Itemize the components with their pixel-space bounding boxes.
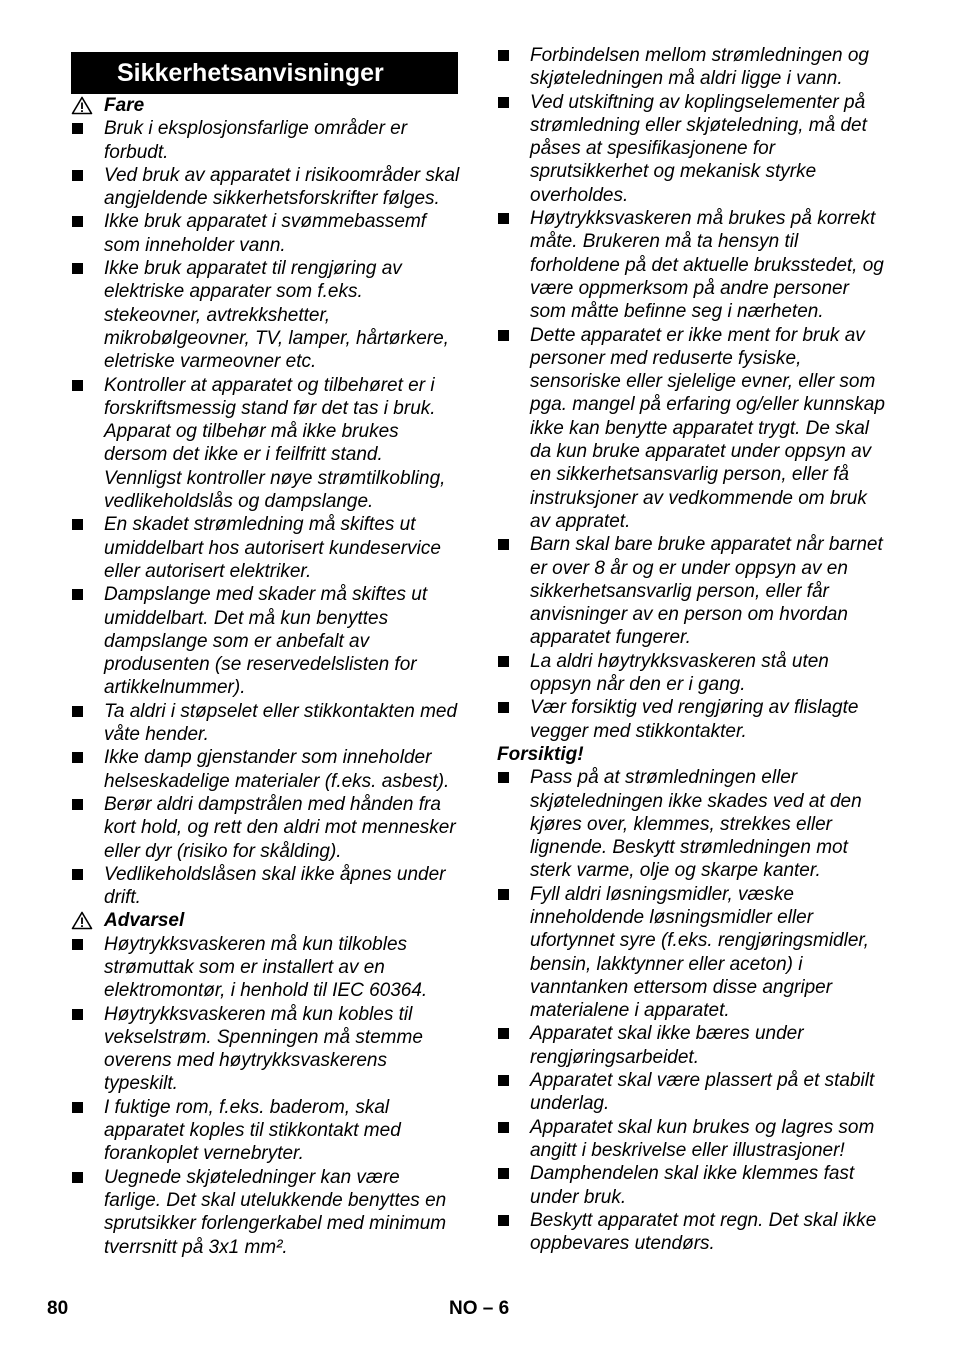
- list-item-text: Berør aldri dampstrålen med hånden fra kort hold, og rett den aldri mot mennesker eller dyr (risiko for skålding).: [104, 793, 456, 862]
- left-column: [71, 44, 461, 1259]
- warning-heading: [71, 909, 461, 932]
- warning-heading-label: Advarsel: [104, 910, 185, 932]
- list-item-text: Apparatet skal ikke bæres under rengjøringsarbeidet.: [530, 1023, 804, 1068]
- list-item: [71, 700, 461, 747]
- list-item-text: Ved utskiftning av koplingselementer på strømledning eller skjøteledning, må det påses at spesifikasjonene for sprutsikkerhet og mekanisk styrke overholdes.: [530, 91, 867, 206]
- list-item: [497, 1209, 887, 1256]
- list-item-text: Ikke bruk apparatet i svømmebassemf som inneholder vann.: [104, 211, 427, 256]
- square-bullet-icon: [72, 170, 83, 181]
- list-item: [71, 257, 461, 373]
- list-item: [497, 1162, 887, 1209]
- list-item: [497, 696, 887, 743]
- square-bullet-icon: [72, 799, 83, 810]
- square-bullet-icon: [498, 97, 509, 108]
- list-item-text: Ved bruk av apparatet i risikoområder skal angjeldende sikkerhetsforskrifter følges.: [104, 164, 460, 210]
- caution-list: [497, 766, 887, 1255]
- list-item: [71, 117, 461, 164]
- square-bullet-icon: [72, 1172, 83, 1183]
- list-item: [71, 513, 461, 583]
- list-item: [497, 766, 887, 882]
- square-bullet-icon: [72, 123, 83, 134]
- list-item-text: Ikke damp gjenstander som inneholder helseskadelige materialer (f.eks. asbest).: [104, 747, 450, 792]
- list-item-text: Apparatet skal kun brukes og lagres som angitt i beskrivelse eller illustrasjoner!: [530, 1116, 875, 1161]
- list-item: [497, 1069, 887, 1116]
- list-item: [71, 1096, 461, 1166]
- danger-heading: [71, 94, 461, 117]
- square-bullet-icon: [498, 213, 509, 224]
- square-bullet-icon: [72, 869, 83, 880]
- list-item-text: I fuktige rom, f.eks. baderom, skal apparatet koples til stikkontakt med forankoplet vernebryter.: [104, 1096, 401, 1165]
- list-item-text: Apparatet skal være plassert på et stabilt underlag.: [530, 1070, 875, 1115]
- list-item: [71, 210, 461, 257]
- list-item-text: Bruk i eksplosjonsfarlige områder er forbudt.: [104, 118, 408, 163]
- page-number: 80: [47, 1298, 69, 1319]
- square-bullet-icon: [498, 539, 509, 550]
- square-bullet-icon: [72, 1009, 83, 1020]
- square-bullet-icon: [498, 50, 509, 61]
- square-bullet-icon: [498, 772, 509, 783]
- list-item-text: Pass på at strømledningen eller skjøteledningen ikke skades ved at den kjøres over, klemmes, strekkes eller lignende. Beskytt strømledningen mot sterk varme, olje og skarpe kanter.: [530, 767, 862, 882]
- list-item: [71, 933, 461, 1003]
- list-item-text: Vedlikeholdslåsen skal ikke åpnes under drift.: [104, 863, 446, 909]
- list-item-text: Ikke bruk apparatet til rengjøring av elektriske apparater som f.eks. stekeovner, avtrekkshetter, mikrobølgeovner, TV, lamper, hårtørkere, eletriske varmeovner etc.: [104, 258, 449, 373]
- list-item: [71, 863, 461, 910]
- list-item-text: Ta aldri i støpselet eller stikkontakten med våte hender.: [104, 700, 458, 746]
- square-bullet-icon: [72, 519, 83, 530]
- warning-list: [71, 933, 461, 1259]
- square-bullet-icon: [498, 889, 509, 900]
- list-item-text: Høytrykksvaskeren må kun tilkobles strømuttak som er installert av en elektromontør, i henhold til IEC 60364.: [104, 933, 428, 1002]
- square-bullet-icon: [72, 939, 83, 950]
- list-item-text: Kontroller at apparatet og tilbehøret er i forskriftsmessig stand før det tas i bruk. Apparat og tilbehør må ikke brukes dersom det ikke er i feilfritt stand. Vennligst kontroller nøye strømtilkobling, vedlikeholdslås og dampslange.: [104, 374, 446, 513]
- list-item-text: Vær forsiktig ved rengjøring av flislagte vegger med stikkontakter.: [530, 697, 859, 742]
- list-item: [71, 374, 461, 514]
- list-item-text: Dampslange med skader må skiftes ut umiddelbart. Det må kun benyttes dampslange som er anbefalt av produsenten (se reservedelslisten for artikkelnummer).: [104, 584, 428, 699]
- list-item: [71, 746, 461, 793]
- square-bullet-icon: [72, 589, 83, 600]
- list-item-text: Barn skal bare bruke apparatet når barnet er over 8 år og er under oppsyn av en sikkerhetsansvarlig person, eller får anvisninger av en person om hvordan apparatet fungerer.: [530, 534, 883, 649]
- list-item: [497, 207, 887, 323]
- warning-triangle-icon: [71, 911, 93, 930]
- list-item-text: Damphendelen skal ikke klemmes fast under bruk.: [530, 1163, 855, 1208]
- square-bullet-icon: [498, 1075, 509, 1086]
- square-bullet-icon: [72, 380, 83, 391]
- right-column: [497, 44, 887, 1255]
- danger-list: [71, 117, 461, 909]
- list-item: [71, 164, 461, 211]
- list-item-text: Forbindelsen mellom strømledningen og skjøteledningen må aldri ligge i vann.: [530, 45, 869, 90]
- list-item: [71, 1003, 461, 1096]
- list-item-text: Beskytt apparatet mot regn. Det skal ikke oppbevares utendørs.: [530, 1209, 877, 1255]
- list-item-text: Dette apparatet er ikke ment for bruk av personer med reduserte fysiske, sensoriske eller sjelelige evner, eller som pga. mangel på erfaring og/eller kunnskap ikke kan benytte apparatet trygt. De skal da kun bruke apparatet under oppsyn av en sikkerhetsansvarlig person, eller få instruksjoner av vedkommende om bruk av appratet.: [530, 324, 885, 532]
- list-item: [497, 324, 887, 534]
- list-item-text: En skadet strømledning må skiftes ut umiddelbart hos autorisert kundeservice eller autorisert elektriker.: [104, 514, 441, 582]
- list-item: [497, 883, 887, 1023]
- list-item-text: Uegnede skjøteledninger kan være farlige. Det skal utelukkende benyttes en sprutsikker forlengerkabel med minimum tverrsnitt på 3x1 mm².: [104, 1166, 447, 1258]
- warning-triangle-icon: [71, 96, 93, 115]
- danger-heading-label: Fare: [104, 95, 145, 116]
- list-item-text: Fyll aldri løsningsmidler, væske inneholdende løsningsmidler eller ufortynnet syre (f.eks. rengjøringsmidler, bensin, lakktynner eller aceton) i vanntanken ettersom disse angriper materialene i apparatet.: [530, 883, 869, 1022]
- warning-list-continued: [497, 44, 887, 743]
- square-bullet-icon: [498, 1215, 509, 1226]
- square-bullet-icon: [72, 216, 83, 227]
- list-item-text: Høytrykksvaskeren må kun kobles til vekselstrøm. Spenningen må stemme overens med høytrykksvaskerens typeskilt.: [104, 1003, 423, 1095]
- square-bullet-icon: [72, 263, 83, 274]
- caution-heading: Forsiktig!: [497, 743, 584, 765]
- square-bullet-icon: [498, 330, 509, 341]
- square-bullet-icon: [498, 1028, 509, 1039]
- square-bullet-icon: [498, 702, 509, 713]
- list-item: [497, 1116, 887, 1163]
- list-item: [71, 1166, 461, 1259]
- square-bullet-icon: [72, 1102, 83, 1113]
- list-item: [497, 91, 887, 207]
- list-item: [497, 1022, 887, 1069]
- list-item: [497, 44, 887, 91]
- square-bullet-icon: [498, 656, 509, 667]
- square-bullet-icon: [72, 706, 83, 717]
- list-item: [71, 583, 461, 699]
- list-item-text: Høytrykksvaskeren må brukes på korrekt måte. Brukeren må ta hensyn til forholdene på det aktuelle bruksstedet, og være oppmerksom på andre personer som måtte befinne seg i nærheten.: [530, 208, 884, 323]
- section-code: NO – 6: [449, 1298, 510, 1319]
- list-item: [497, 533, 887, 649]
- list-item: [71, 793, 461, 863]
- list-item: [497, 650, 887, 697]
- square-bullet-icon: [72, 752, 83, 763]
- square-bullet-icon: [498, 1122, 509, 1133]
- section-title: Sikkerhetsanvisninger: [71, 52, 458, 94]
- square-bullet-icon: [498, 1168, 509, 1179]
- list-item-text: La aldri høytrykksvaskeren stå uten oppsyn når den er i gang.: [530, 650, 829, 696]
